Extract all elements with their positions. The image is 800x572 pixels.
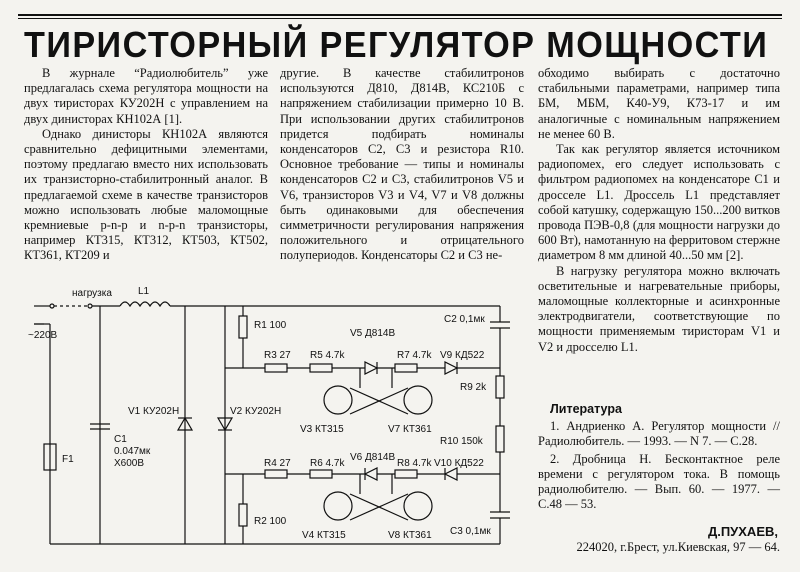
label-load: нагрузка — [72, 288, 112, 299]
paragraph: Однако динисторы КН102А являются сравнительно дефицитными элементами, поэтому предлагаю вместо них использовать их транзисторно-стабилитронный аналог. В предлагаемой схеме в качестве транзисторов можно использовать любые маломощные кремниевые p-n-p и n-p-n транзисторы, например КТ315, КТ312, КТ503, КТ502, КТ361, КТ209 и — [24, 126, 268, 263]
literature-heading: Литература — [550, 402, 622, 416]
label-r2: R2 100 — [254, 516, 287, 527]
label-v3: V3 КТ315 — [300, 424, 344, 435]
label-c1-value: 0.047мк — [114, 446, 151, 457]
label-v1: V1 КУ202Н — [128, 406, 180, 417]
label-r6: R6 4.7k — [310, 458, 345, 469]
label-l1: L1 — [138, 286, 150, 297]
label-r3: R3 27 — [264, 350, 291, 361]
paragraph: В нагрузку регулятора можно включать осветительные и нагревательные приборы, маломощные коллекторные и асинхронные электродвигатели, соответствующие по мощности применяемым тиристорам V1 и V2 и дросселю L1. — [538, 263, 780, 354]
label-v5: V5 Д814В — [350, 328, 396, 339]
label-r9: R9 2k — [460, 382, 487, 393]
label-r7: R7 4.7k — [397, 350, 432, 361]
author-name: Д.ПУХАЕВ, — [707, 524, 778, 539]
label-v8: V8 КТ361 — [388, 530, 432, 541]
label-v7: V7 КТ361 — [388, 424, 432, 435]
column-2 — [280, 66, 524, 264]
label-r5: R5 4.7k — [310, 350, 345, 361]
title-rule — [18, 18, 782, 19]
paragraph: другие. В качестве стабилитронов используются Д810, Д814В, КС210Б с напряжением стабилизации примерно 10 В. При использовании других стабилитронов придется подбирать номиналы конденсаторов С2, С3 и резистора R10. Основное требование — типы и номиналы конденсаторов С2 и С3, стабилитронов V5 и V6, транзисторов V3 и V4, V7 и V8 должны быть одинаковыми для обеспечения симметричности регулирования напряжения положительного и отрицательного полупериодов. Конденсаторы С2 и С3 не- — [280, 66, 524, 263]
label-r10: R10 150k — [440, 436, 483, 447]
label-r4: R4 27 — [264, 458, 291, 469]
label-c1: C1 — [114, 434, 127, 445]
author-address: 224020, г.Брест, ул.Киевская, 97 — 64. — [576, 540, 780, 554]
label-v6: V6 Д814В — [350, 452, 396, 463]
label-c3: C3 0,1мк — [450, 526, 491, 537]
column-3 — [538, 66, 780, 355]
literature-section — [538, 402, 780, 514]
label-mains: ~220В — [28, 330, 58, 341]
label-c1-voltage: Х600В — [114, 458, 145, 469]
literature-item: 1. Андриенко А. Регулятор мощности //Радиолюбитель. — 1993. — N 7. — С.28. — [538, 419, 780, 449]
label-f1: F1 — [62, 454, 74, 465]
column-1 — [24, 66, 268, 264]
article-title: ТИРИСТОРНЫЙ РЕГУЛЯТОР МОЩНОСТИ — [24, 24, 769, 65]
paragraph: В журнале “Радиолюбитель” уже предлагалась схема регулятора мощности на двух тиристорах КУ202Н с управлением на двух динисторах КН102А [1]. — [24, 66, 268, 126]
label-v4: V4 КТ315 — [302, 530, 346, 541]
label-v10: V10 КД522 — [434, 458, 484, 469]
paragraph: обходимо выбирать с достаточно стабильными параметрами, например типа БМ, МБМ, К40-У9, К73-17 и им аналогичные с номинальным напряжением не менее 60 В. — [538, 66, 780, 141]
label-c2: C2 0,1мк — [444, 314, 485, 325]
label-r1: R1 100 — [254, 320, 287, 331]
paragraph: Так как регулятор является источником радиопомех, его следует использовать с фильтром радиопомех на конденсаторе С1 и дросселе L1. Дроссель L1 представляет собой катушку, содержащую 150...200 витков провода ПЭВ-0,8 (для мощности нагрузки до 600 Вт), намотанную на ферритовом стержне диаметром 8 мм длиной 40...50 мм [2]. — [538, 142, 780, 263]
literature-item: 2. Дробница Н. Бесконтактное реле времени с регулятором тока. В помощь радиолюбителю. — Вып. 60. — 1977. — С.48 — 53. — [538, 451, 780, 512]
label-v2: V2 КУ202Н — [230, 406, 282, 417]
label-r8: R8 4.7k — [397, 458, 432, 469]
circuit-schematic — [20, 276, 525, 566]
top-rule — [18, 14, 782, 16]
label-v9: V9 КД522 — [440, 350, 485, 361]
